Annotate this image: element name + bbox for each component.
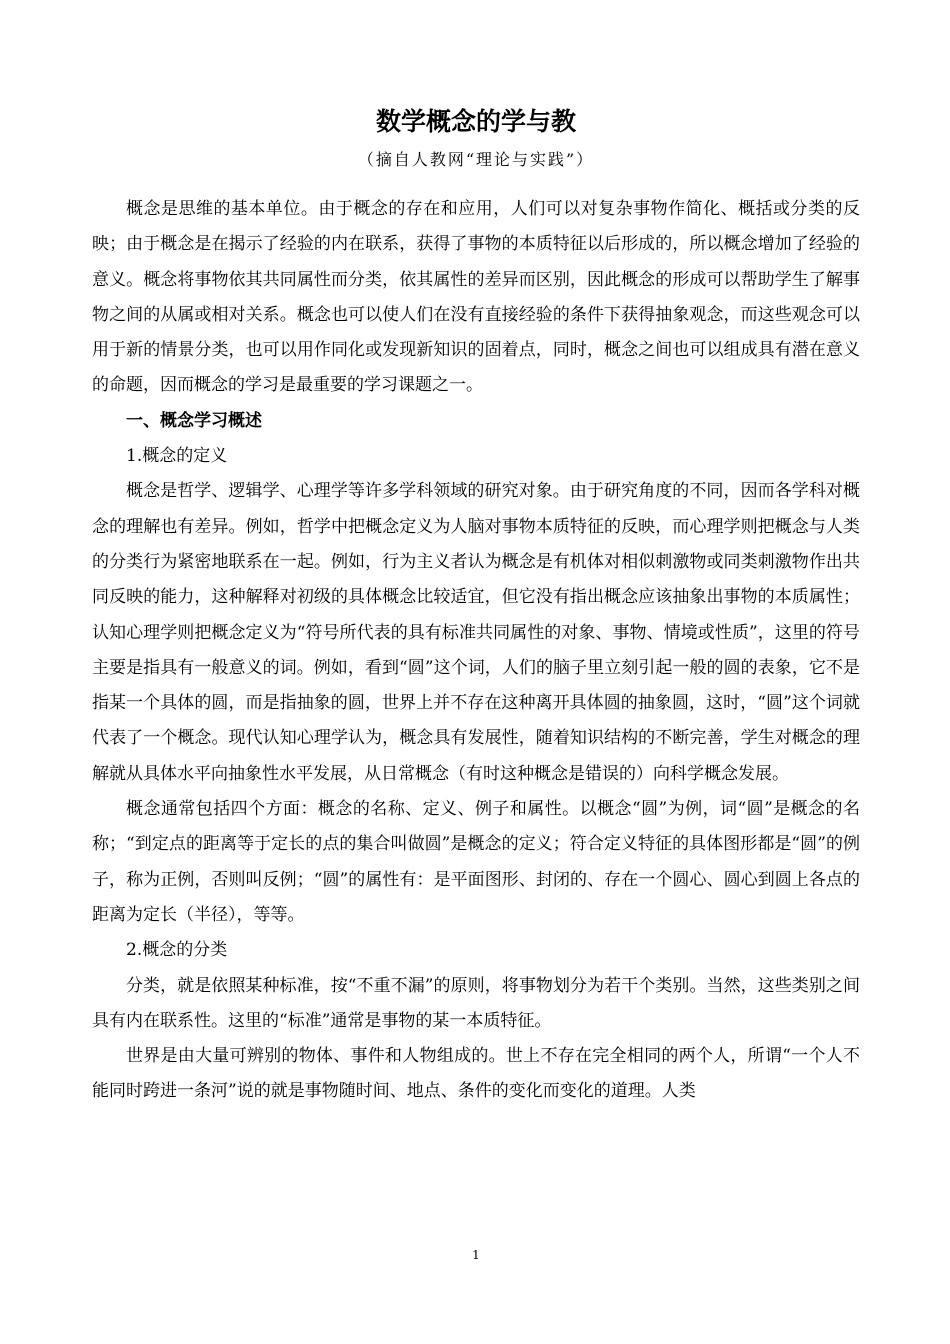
body-paragraph: 概念是哲学、逻辑学、心理学等许多学科领域的研究对象。由于研究角度的不同，因而各学科对概念的理解也有差异。例如，哲学中把概念定义为人脑对事物本质特征的反映，而心理学则把概念与人类的分类行为紧密地联系在一起。例如，行为主义者认为概念是有机体对相似刺激物或同类刺激物作出共同反映的能力，这种解释对初级的具体概念比较适宜，但它没有指出概念应该抽象出事物的本质属性；认知心理学则把概念定义为“符号所代表的具有标准共同属性的对象、事物、情境或性质”，这里的符号主要是指具有一般意义的词。例如，看到“圆”这个词，人们的脑子里立刻引起一般的圆的表象，它不是指某一个具体的圆，而是指抽象的圆，世界上并不存在这种离开具体圆的抽象圆，这时，“圆”这个词就代表了一个概念。现代认知心理学认为，概念具有发展性，随着知识结构的不断完善，学生对概念的理解就从具体水平向抽象性水平发展，从日常概念（有时这种概念是错误的）向科学概念发展。: [92, 481, 860, 784]
intro-paragraph: 概念是思维的基本单位。由于概念的存在和应用，人们可以对复杂事物作简化、概括或分类的反映；由于概念是在揭示了经验的内在联系，获得了事物的本质特征以后形成的，所以概念增加了经验的意义。概念将事物依其共同属性而分类，依其属性的差异而区别，因此概念的形成可以帮助学生了解事物之间的从属或相对关系。概念也可以使人们在没有直接经验的条件下获得抽象观念，而这些观念可以用于新的情景分类，也可以用作同化或发现新知识的固着点，同时，概念之间也可以组成具有潜在意义的命题，因而概念的学习是最重要的学习课题之一。: [92, 199, 860, 396]
document-page: [92, 0, 860, 1344]
document-title: 数学概念的学与教: [375, 107, 576, 136]
body-paragraph: 分类，就是依照某种标准，按“不重不漏”的原则，将事物划分为若干个类别。当然，这些类别之间具有内在联系性。这里的“标准”通常是事物的某一本质特征。: [92, 975, 860, 1031]
document-subtitle: （摘自人教网“理论与实践”）: [357, 150, 595, 169]
subsection-heading: 2.概念的分类: [126, 940, 228, 961]
body-paragraph: 概念通常包括四个方面：概念的名称、定义、例子和属性。以概念“圆”为例，词“圆”是概念的名称；“到定点的距离等于定长的点的集合叫做圆”是概念的定义；符合定义特征的具体图形都是“圆”的例子，称为正例，否则叫反例；“圆”的属性有：是平面图形、封闭的、存在一个圆心、圆心到圆上各点的距离为定长（半径），等等。: [92, 799, 860, 925]
subsection-heading: 1.概念的定义: [126, 446, 228, 467]
section-heading: 一、概念学习概述: [126, 410, 262, 431]
document-body: [92, 192, 860, 1110]
page-number: 1: [472, 1248, 480, 1262]
body-paragraph: 世界是由大量可辨别的物体、事件和人物组成的。世上不存在完全相同的两个人，所谓“一个人不能同时跨进一条河”说的就是事物随时间、地点、条件的变化而变化的道理。人类: [92, 1046, 860, 1102]
